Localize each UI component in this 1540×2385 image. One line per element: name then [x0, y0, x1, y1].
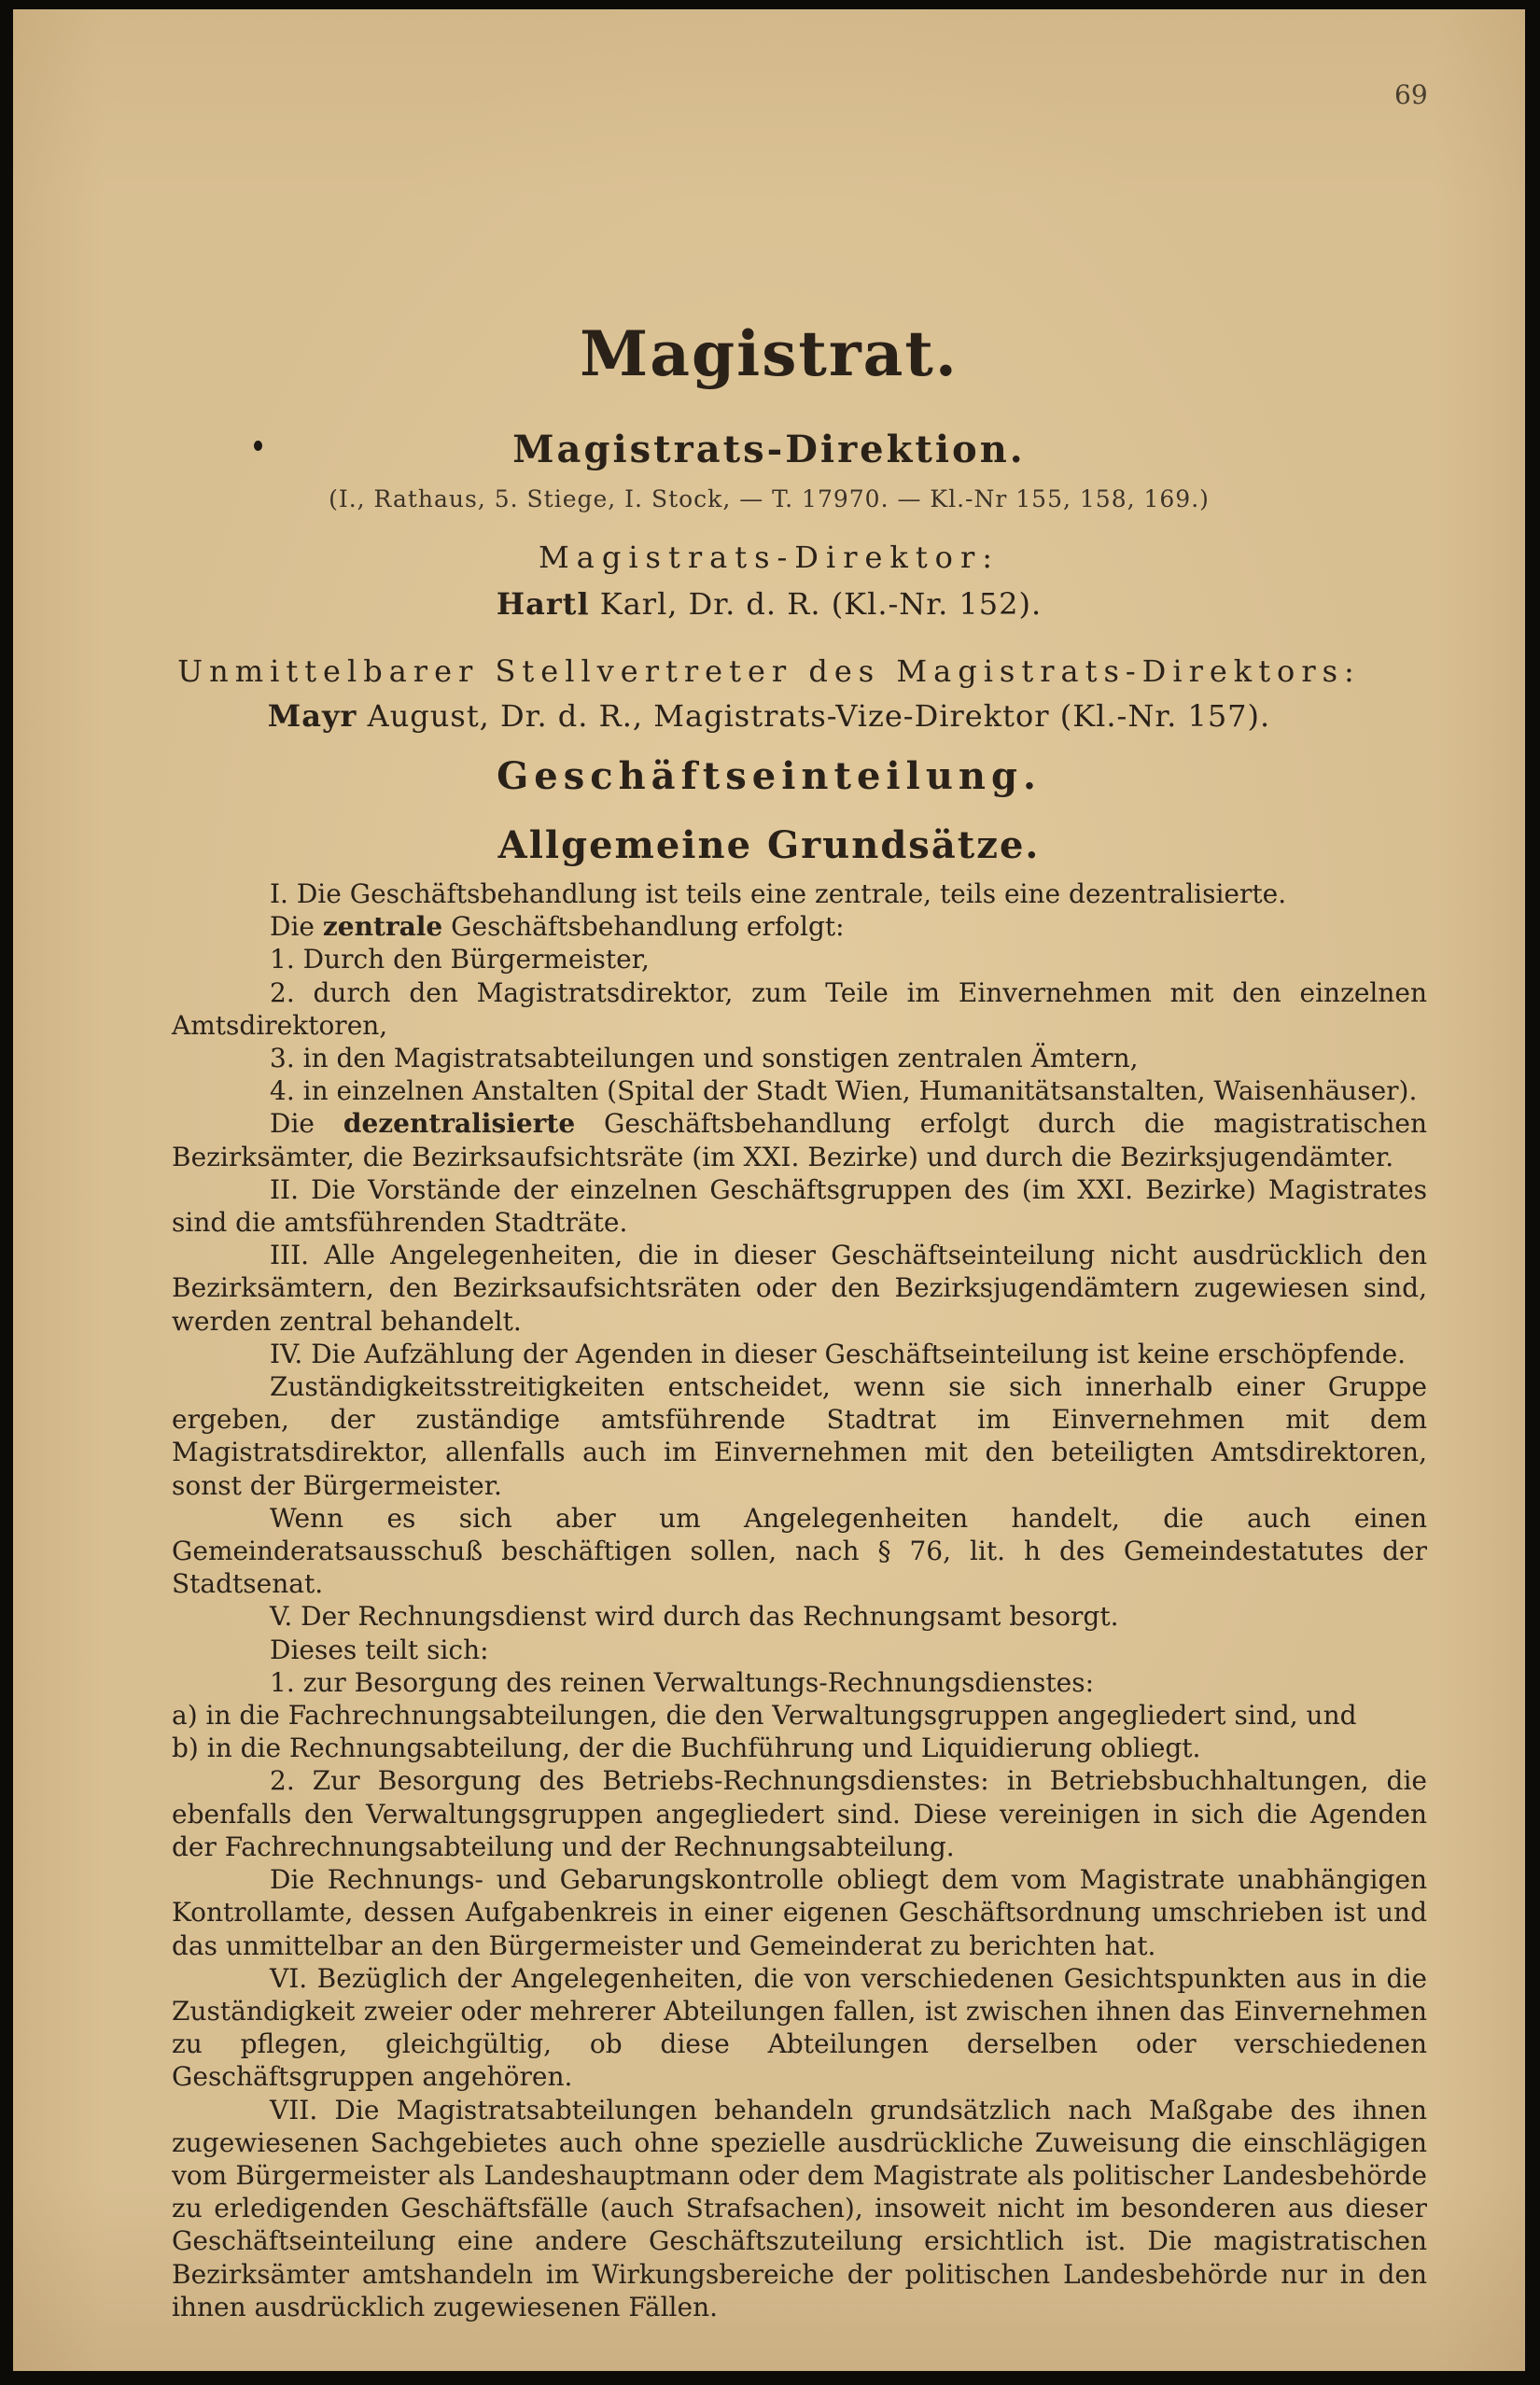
- paragraph: [172, 910, 1427, 943]
- page-title: Magistrat.: [580, 317, 959, 390]
- paragraph: Die Rechnungs- und Gebarungskontrolle obliegt dem vom Magistrate unabhängigen Kontrollamte, dessen Aufgabenkreis in einer eigenen Geschäftsordnung umschrieben ist und das unmittelbar an den Bürgermeister und Gemeinderat zu berichten hat.: [172, 1864, 1427, 1961]
- emphasis: dezentralisierte: [343, 1108, 576, 1140]
- paragraph: Dieses teilt sich:: [270, 1634, 489, 1665]
- emphasis: zentrale: [322, 911, 443, 943]
- paragraph: III. Alle Angelegenheiten, die in dieser Geschäftseinteilung nicht ausdrücklich den Bezirksämtern, den Bezirksaufsichtsräten oder den Bezirksjugendämtern zugewiesen sind, werden zentral behandelt.: [172, 1240, 1427, 1337]
- paragraph: II. Die Vorstände der einzelnen Geschäftsgruppen des (im XXI. Bezirke) Magistrates sind die amtsführenden Stadträte.: [172, 1173, 1427, 1239]
- list-item: 2. durch den Magistratsdirektor, zum Teile im Einvernehmen mit den einzelnen Amtsdirektoren,: [172, 976, 1427, 1041]
- director-surname: Hartl: [496, 586, 590, 622]
- page-subtitle: Magistrats-Direktion.: [512, 428, 1026, 471]
- section-title: Geschäftseinteilung.: [497, 754, 1042, 798]
- paragraph: IV. Die Aufzählung der Agenden in dieser Geschäftseinteilung ist keine erschöpfende.: [270, 1338, 1407, 1369]
- deputy-label: Unmittelbarer Stellvertreter des Magistrats-Direktors:: [177, 653, 1361, 689]
- section-subtitle: Allgemeine Grundsätze.: [497, 823, 1041, 867]
- paragraph: Zuständigkeitsstreitigkeiten entscheidet, wenn sie sich innerhalb einer Gruppe ergeben, der zuständige amtsführende Stadtrat im Einvernehmen mit dem Magistratsdirektor, allenfalls auch im Einvernehmen mit den beteiligten Amtsdirektoren, sonst der Bürgermeister.: [172, 1371, 1427, 1501]
- paragraph: I. Die Geschäftsbehandlung ist teils eine zentrale, teils eine dezentralisierte.: [270, 878, 1287, 909]
- paragraph: [172, 1107, 1427, 1172]
- paragraph: VI. Bezüglich der Angelegenheiten, die von verschiedenen Gesichtspunkten aus in die Zuständigkeit zweier oder mehrerer Abteilungen fallen, ist zwischen ihnen das Einvernehmen zu pflegen, gleichgültig, ob diese Abteilungen derselben oder verschiedenen Geschäftsgruppen angehören.: [172, 1962, 1427, 2093]
- list-item: a) in die Fachrechnungsabteilungen, die den Verwaltungsgruppen angegliedert sind, und: [172, 1700, 1357, 1732]
- text-span: Geschäftsbehandlung erfolgt:: [442, 911, 845, 943]
- document-page: [13, 9, 1525, 2371]
- list-item: 1. zur Besorgung des reinen Verwaltungs-Rechnungsdienstes:: [270, 1666, 1094, 1698]
- director-details: Karl, Dr. d. R. (Kl.-Nr. 152).: [589, 586, 1043, 622]
- paragraph: 2. Zur Besorgung des Betriebs-Rechnungsdienstes: in Betriebsbuchhaltungen, die ebenfalls den Verwaltungsgruppen angegliedert sind. Diese vereinigen in sich die Agenden der Fachrechnungsabteilung und der Rechnungsabteilung.: [172, 1765, 1427, 1862]
- paragraph: V. Der Rechnungsdienst wird durch das Rechnungsamt besorgt.: [270, 1601, 1119, 1633]
- paragraph: Wenn es sich aber um Angelegenheiten handelt, die auch einen Gemeinderatsausschuß beschäftigen sollen, nach § 76, lit. h des Gemeindestatutes der Stadtsenat.: [172, 1502, 1427, 1600]
- deputy-surname: Mayr: [267, 698, 357, 734]
- list-item: 3. in den Magistratsabteilungen und sonstigen zentralen Ämtern,: [270, 1043, 1139, 1074]
- director-label: Magistrats-Direktor:: [538, 540, 1001, 575]
- text-span: Die: [270, 1108, 343, 1140]
- paragraph: VII. Die Magistratsabteilungen behandeln grundsätzlich nach Maßgabe des ihnen zugewiesenen Sachgebietes auch ohne spezielle ausdrückliche Zuweisung die einschlägigen vom Bürgermeister als Landeshauptmann oder dem Magistrate als politischer Landesbehörde zu erledigenden Geschäftsfälle (auch Strafsachen), insoweit nicht im besonderen aus dieser Geschäftseinteilung eine andere Geschäftszuteilung ersichtlich ist. Die magistratischen Bezirksämter amtshandeln im Wirkungsbereiche der politischen Landesbehörde nur in den ihnen ausdrücklich zugewiesenen Fällen.: [172, 2094, 1427, 2322]
- list-item: 4. in einzelnen Anstalten (Spital der Stadt Wien, Humanitätsanstalten, Waisenhäuser).: [270, 1075, 1418, 1107]
- text-span: Geschäftsbehandlung erfolgt durch die magistratischen Bezirksämter, die Bezirksaufsichtsräte (im XXI. Bezirke) und durch die Bezirksjugendämter.: [172, 1108, 1427, 1172]
- text-span: Die: [270, 911, 323, 943]
- list-item: 1. Durch den Bürgermeister,: [270, 944, 650, 975]
- address-line: (I., Rathaus, 5. Stiege, I. Stock, — T. 17970. — Kl.-Nr 155, 158, 169.): [329, 485, 1210, 512]
- body-text: [172, 877, 1427, 2323]
- deputy-details: August, Dr. d. R., Magistrats-Vize-Direktor (Kl.-Nr. 157).: [357, 698, 1271, 734]
- page-number: 69: [1394, 79, 1428, 110]
- director-line: [13, 586, 1525, 622]
- deputy-line: [13, 698, 1525, 734]
- list-item: b) in die Rechnungsabteilung, der die Buchführung und Liquidierung obliegt.: [172, 1733, 1201, 1764]
